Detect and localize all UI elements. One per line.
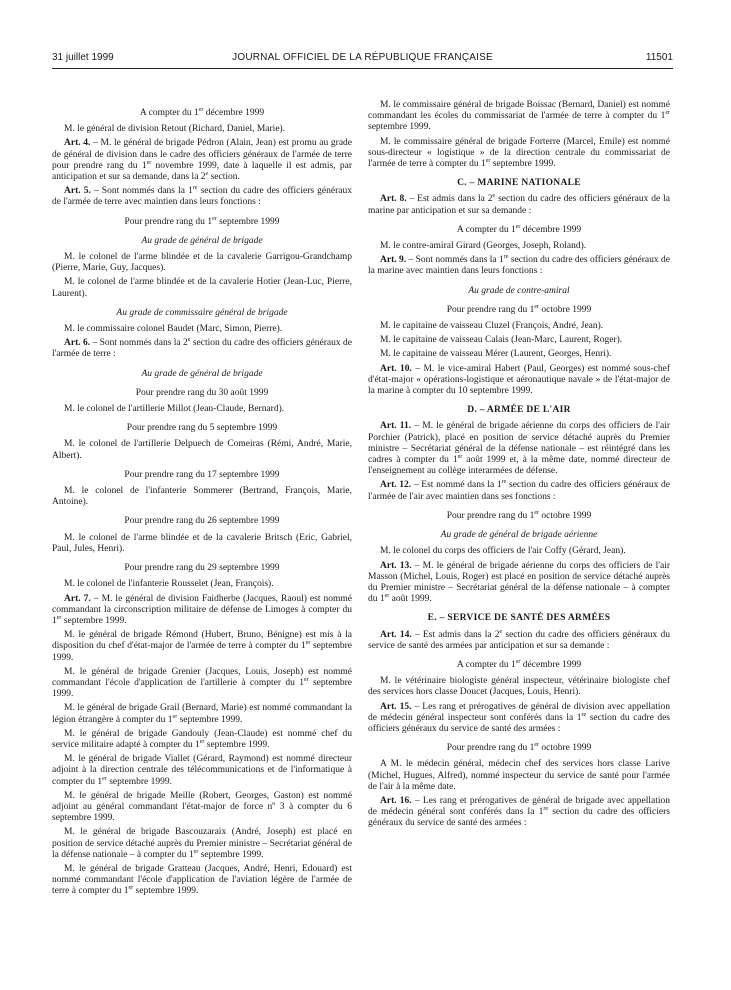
article-number: Art. 14. bbox=[380, 629, 412, 640]
right-article-paragraph: Art. 15. – Les rang et prérogatives de général de division avec appellation de médecin général inspecteur sont conférés dans la 1re section du cadre des officiers généraux du service de santé des armées : bbox=[368, 701, 670, 734]
right-article-paragraph: Art. 13. – M. le général de brigade aérienne du corps des officiers de l'air Masson (Michel, Louis, Roger) est placé en position de service détaché auprès du Premier ministre – Secrétariat général de la défense nationale – à compter du 1er août 1999. bbox=[368, 560, 670, 605]
left-date-heading: Pour prendre rang du 1er septembre 1999 bbox=[124, 215, 280, 227]
left-paragraph: M. le colonel de l'artillerie Millot (Jean-Claude, Bernard). bbox=[64, 404, 285, 415]
left-paragraph: M. le général de brigade Viallet (Gérard, Raymond) est nommé directeur adjoint à la direction centrale des télécommunications et de l'informatique à compter du 1er septembre 1999. bbox=[52, 754, 352, 787]
right-paragraph: M. le capitaine de vaisseau Cluzel (François, André, Jean). bbox=[380, 321, 604, 332]
article-number: Art. 7. bbox=[64, 593, 91, 604]
right-paragraph: M. le commissaire général de brigade Forterre (Marcel, Emile) est nommé sous-directeur « logistique » de la direction centrale du commissariat de l'armée de terre à compter du 1er septembre 1999. bbox=[368, 136, 670, 170]
left-article-paragraph: Art. 6. – Sont nommés dans la 2e section du cadre des officiers généraux de l'armée de terre : bbox=[52, 337, 352, 360]
article-number: Art. 4. bbox=[64, 138, 91, 149]
right-grade-heading: Au grade de contre-amiral bbox=[468, 285, 570, 296]
page-header bbox=[52, 50, 673, 69]
right-date-heading: Pour prendre rang du 1er octobre 1999 bbox=[446, 741, 592, 754]
left-date-heading: Pour prendre rang du 17 septembre 1999 bbox=[124, 469, 280, 480]
left-paragraph: M. le général de brigade Rémond (Hubert, Bruno, Bénigne) est mis à la disposition du chef d'état-major de l'armée de terre à compter du 1er septembre 1999. bbox=[52, 630, 352, 663]
right-date-heading: A compter du 1er décembre 1999 bbox=[456, 658, 582, 670]
right-column bbox=[368, 100, 670, 833]
right-article-paragraph: Art. 12. – Est nommé dans la 1re section du cadre des officiers généraux de l'armée de l'air avec maintien dans ses fonctions : bbox=[368, 479, 670, 502]
left-article-paragraph: Art. 5. – Sont nommés dans la 1re section du cadre des officiers généraux de l'armée de terre avec maintien dans leurs fonctions : bbox=[52, 185, 352, 208]
article-number: Art. 13. bbox=[380, 560, 412, 571]
left-date-heading: A compter du 1er décembre 1999 bbox=[139, 106, 265, 118]
header-date: 31 juillet 1999 bbox=[52, 52, 114, 63]
left-column bbox=[52, 100, 352, 901]
right-article-paragraph: Art. 14. – Est admis dans la 2e section du cadre des officiers généraux du service de santé des armées par anticipation et sur sa demande : bbox=[368, 628, 670, 651]
left-paragraph: M. le colonel de l'infanterie Sommerer (Bertrand, François, Marie, Antoine). bbox=[52, 486, 352, 508]
left-paragraph: M. le colonel de l'arme blindée et de la cavalerie Britsch (Eric, Gabriel, Paul, Jules, Henri). bbox=[52, 532, 352, 554]
right-article-paragraph: Art. 8. – Est admis dans la 2e section du cadre des officiers généraux de la marine par anticipation et sur sa demande : bbox=[368, 193, 670, 216]
left-paragraph: M. le général de brigade Grail (Bernard, Marie) est nommé commandant la légion étrangère à compter du 1er septembre 1999. bbox=[52, 703, 352, 725]
header-journal-title: JOURNAL OFFICIEL DE LA RÉPUBLIQUE FRANÇAISE bbox=[232, 52, 493, 63]
left-paragraph: M. le général de brigade Gratteau (Jacques, André, Henri, Edouard) est nommé commandant l'école d'application de l'aviation légère de l'armée de terre à compter du 1er septembre 1999. bbox=[52, 863, 352, 897]
right-article-paragraph: Art. 9. – Sont nommés dans la 1re section du cadre des officiers généraux de la marine avec maintien dans leurs fonctions : bbox=[368, 254, 670, 277]
left-paragraph: M. le général de brigade Gandouly (Jean-Claude) est nommé chef du service militaire adapté à compter du 1er septembre 1999. bbox=[52, 728, 352, 750]
article-number: Art. 9. bbox=[380, 255, 407, 266]
left-paragraph: M. le colonel de l'arme blindée et de la cavalerie Garrigou-Grandchamp (Pierre, Marie, Guy, Jacques). bbox=[52, 252, 352, 274]
right-date-heading: A compter du 1er décembre 1999 bbox=[456, 223, 582, 235]
left-date-heading: Pour prendre rang du 26 septembre 1999 bbox=[124, 516, 280, 527]
right-section-heading: C. – MARINE NATIONALE bbox=[457, 178, 581, 189]
right-date-heading: Pour prendre rang du 1er octobre 1999 bbox=[446, 509, 592, 521]
article-number: Art. 11. bbox=[380, 421, 412, 432]
left-paragraph: M. le général de brigade Meille (Robert, Georges, Gaston) est nommé adjoint au général commandant l'état-major de force $n^o$ 3 à compter du 6 septembre 1999. bbox=[52, 790, 353, 824]
right-date-heading: Pour prendre rang du 1er octobre 1999 bbox=[446, 303, 592, 315]
right-paragraph: M. le vétérinaire biologiste général inspecteur, vétérinaire biologiste chef des services hors classe Doucet (Jacques, Louis, Henri). bbox=[368, 676, 670, 698]
left-grade-heading: Au grade de général de brigade bbox=[141, 368, 263, 379]
right-article-paragraph: Art. 16. – Les rang et prérogatives de général de brigade avec appellation de médecin général sont conférés dans la 1re section du cadre des officiers généraux du service de santé des armées : bbox=[368, 795, 670, 829]
right-article-paragraph: Art. 10. – M. le vice-amiral Habert (Paul, Georges) est nommé sous-chef d'état-major « opérations-logistique et aéronautique navale » de l'état-major de la marine à compter du 10 septembre 1999. bbox=[368, 363, 670, 397]
left-grade-heading: Au grade de général de brigade bbox=[141, 235, 263, 246]
left-paragraph: M. le colonel de l'arme blindée et de la cavalerie Hotier (Jean-Luc, Pierre, Laurent). bbox=[52, 277, 352, 299]
article-number: Art. 16. bbox=[380, 795, 412, 806]
left-paragraph: M. le général de division Retout (Richard, Daniel, Marie). bbox=[64, 124, 286, 135]
right-paragraph: M. le colonel du corps des officiers de l'air Coffy (Gérard, Jean). bbox=[380, 546, 626, 557]
left-paragraph: M. le colonel de l'artillerie Delpuech de Comeiras (Rémi, André, Marie, Albert). bbox=[52, 439, 352, 461]
article-number: Art. 10. bbox=[380, 363, 412, 374]
right-grade-heading: Au grade de général de brigade aérienne bbox=[440, 530, 598, 541]
left-grade-heading: Au grade de commissaire général de brigade bbox=[116, 307, 288, 318]
header-page-number: 11501 bbox=[645, 52, 673, 63]
right-paragraph: M. le capitaine de vaisseau Mérer (Laurent, Georges, Henri). bbox=[380, 349, 612, 360]
article-number: Art. 6. bbox=[64, 338, 91, 349]
left-article-paragraph: Art. 7. – M. le général de division Faidherbe (Jacques, Raoul) est nommé commandant la circonscription militaire de défense de Limoges à compter du 1er septembre 1999. bbox=[52, 593, 353, 626]
left-paragraph: M. le général de brigade Bascouzaraix (André, Joseph) est placé en position de service détaché auprès du Premier ministre – Secrétariat général de la défense nationale – à compter du 1er septembre 1999. bbox=[52, 827, 352, 860]
left-date-heading: Pour prendre rang du 29 septembre 1999 bbox=[124, 563, 280, 574]
right-paragraph: M. le capitaine de vaisseau Calais (Jean-Marc, Laurent, Roger). bbox=[380, 335, 623, 346]
right-section-heading: E. – SERVICE DE SANTÉ DES ARMÉES bbox=[427, 613, 611, 624]
article-number: Art. 12. bbox=[380, 480, 412, 491]
left-date-heading: Pour prendre rang du 5 septembre 1999 bbox=[126, 423, 278, 434]
right-paragraph: M. le contre-amiral Girard (Georges, Joseph, Roland). bbox=[380, 241, 587, 252]
left-date-heading: Pour prendre rang du 30 août 1999 bbox=[135, 387, 269, 398]
right-section-heading: D. – ARMÉE DE L'AIR bbox=[467, 405, 571, 416]
article-number: Art. 8. bbox=[380, 194, 407, 205]
article-number: Art. 15. bbox=[380, 701, 412, 712]
right-paragraph: M. le commissaire général de brigade Boissac (Bernard, Daniel) est nommé commandant les écoles du commissariat de l'armée de terre à compter du 1er septembre 1999. bbox=[368, 100, 670, 133]
right-article-paragraph: Art. 11. – M. le général de brigade aérienne du corps des officiers de l'air Porchier (Patrick), placé en position de service détaché auprès du Premier ministre – Secrétariat général de la défense nationale – est réintégré dans les cadres à compter du 1er août 1999 et, à la même date, nommé directeur de l'enseignement au collège interarmées de défense. bbox=[368, 421, 671, 477]
left-paragraph: M. le commissaire colonel Baudet (Marc, Simon, Pierre). bbox=[64, 324, 283, 335]
left-paragraph: M. le général de brigade Grenier (Jacques, Louis, Joseph) est nommé commandant l'école d'application de l'artillerie à compter du 1er septembre 1999. bbox=[52, 666, 352, 700]
left-paragraph: M. le colonel de l'infanterie Rousselet (Jean, François). bbox=[64, 579, 274, 590]
article-number: Art. 5. bbox=[64, 186, 91, 197]
left-article-paragraph: Art. 4. – M. le général de brigade Pédron (Alain, Jean) est promu au grade de général de division dans le cadre des officiers généraux de l'armée de terre pour prendre rang du 1er novembre 1999, date à laquelle il est admis, par anticipation et sur sa demande, dans la 2e section. bbox=[52, 138, 352, 183]
right-paragraph: A M. le médecin général, médecin chef des services hors classe Larive (Michel, Hugues, Alfred), nommé inspecteur du service de santé pour l'armée de l'air à la même date. bbox=[368, 759, 670, 792]
